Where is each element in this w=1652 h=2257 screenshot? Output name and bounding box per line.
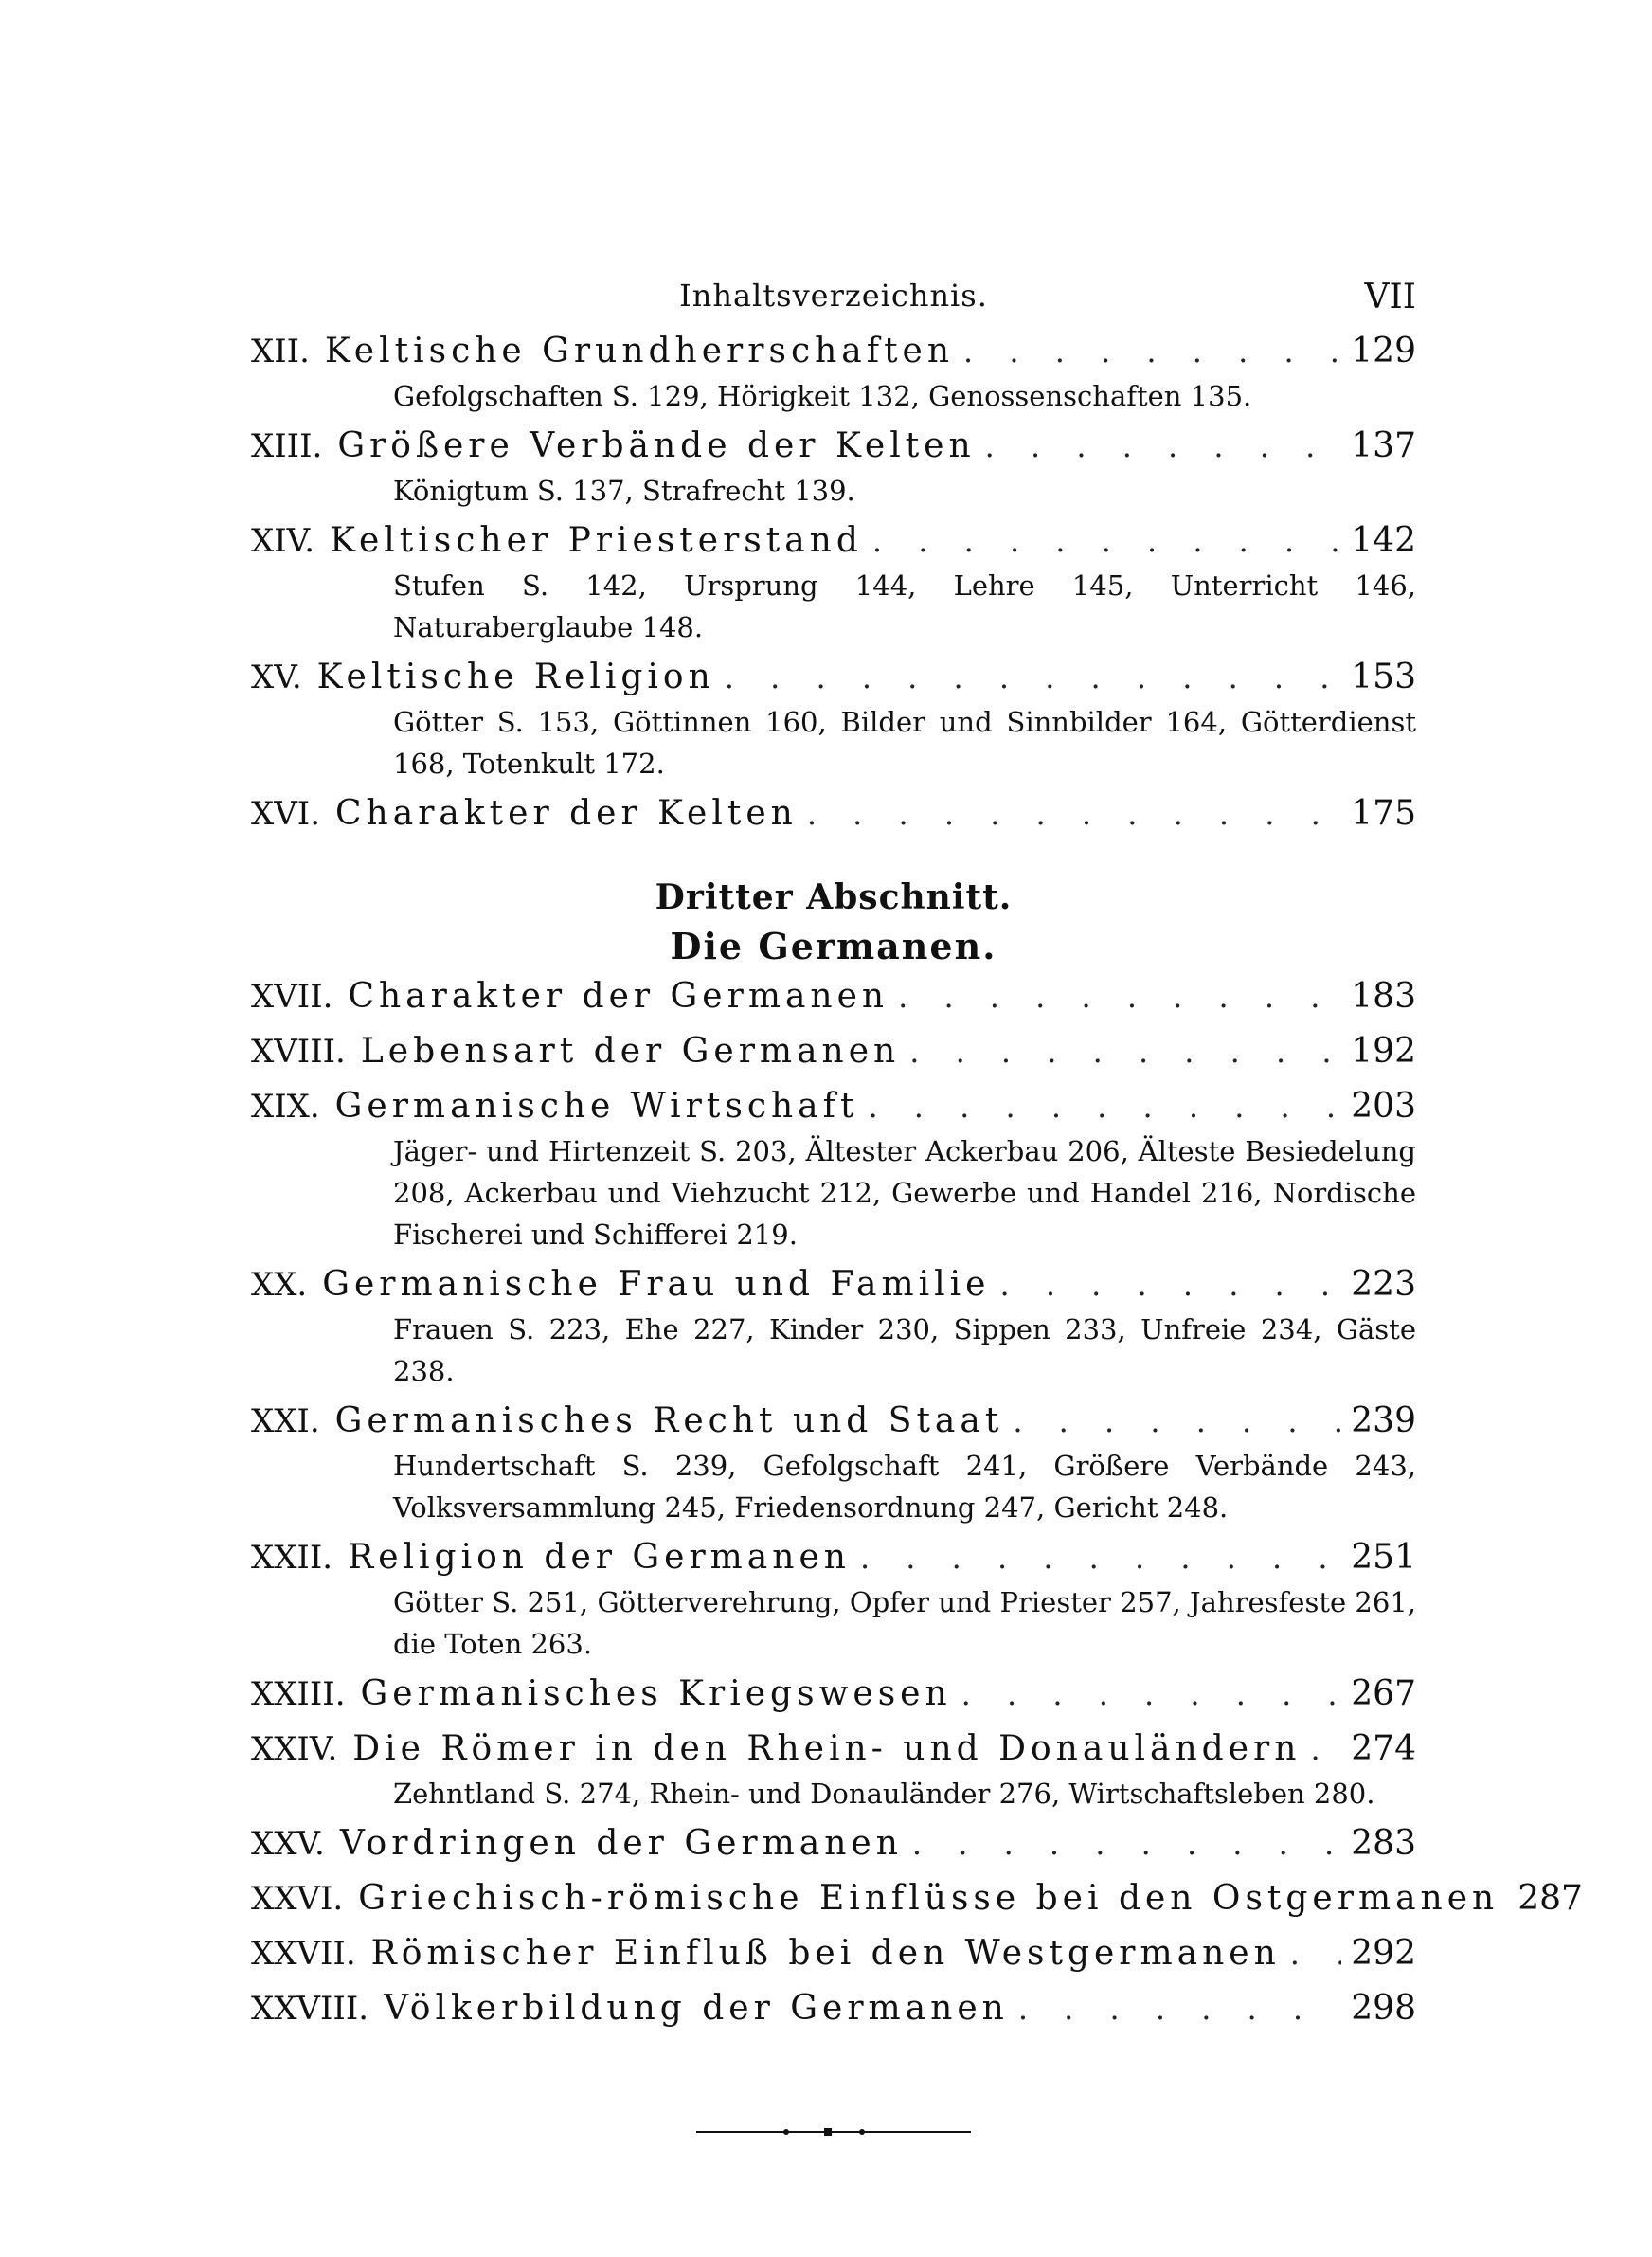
chapter-page: 137 [1351, 426, 1416, 465]
toc-entry [251, 1729, 1416, 1775]
chapter-number: XVIII. [251, 1033, 346, 1071]
chapter-page: 129 [1351, 332, 1416, 370]
toc-entry [251, 1824, 1416, 1869]
dot-leader [872, 523, 1341, 559]
dot-leader [1310, 1731, 1341, 1767]
toc-list-top [251, 332, 1416, 840]
dot-leader [898, 979, 1341, 1015]
chapter-page: 274 [1351, 1729, 1416, 1768]
chapter-number: XX. [251, 1266, 308, 1304]
toc-entry [251, 1989, 1416, 2034]
ornament-rule [696, 2125, 971, 2139]
chapter-page: 267 [1351, 1674, 1416, 1713]
chapter-number: XVII. [251, 978, 333, 1016]
chapter-title: Griechisch-römische Einflüsse bei den Ostgermanen [358, 1879, 1499, 1918]
chapter-number: XV. [251, 659, 302, 696]
toc-list-bottom [251, 977, 1583, 2034]
chapter-page: 142 [1351, 521, 1416, 560]
toc-entry [251, 332, 1416, 377]
dot-leader [909, 1034, 1341, 1070]
dot-leader [985, 428, 1342, 464]
dot-leader [999, 1267, 1341, 1303]
chapter-page: 175 [1351, 794, 1416, 833]
chapter-page: 223 [1351, 1265, 1416, 1304]
dot-leader [860, 1540, 1341, 1576]
toc-entry [251, 1265, 1416, 1310]
chapter-number: XXII. [251, 1539, 333, 1577]
chapter-page: 192 [1351, 1032, 1416, 1071]
chapter-page: 239 [1351, 1401, 1416, 1440]
toc-entry [251, 1401, 1416, 1447]
table-of-contents [251, 322, 1583, 2034]
chapter-number: XXIV. [251, 1730, 338, 1768]
chapter-number: XXVI. [251, 1880, 344, 1918]
chapter-number: XXVIII. [251, 1990, 369, 2028]
chapter-number: XIV. [251, 522, 315, 560]
chapter-page: 292 [1351, 1934, 1416, 1973]
chapter-title: Römischer Einfluß bei den Westgermanen [370, 1934, 1281, 1973]
chapter-title: Germanische Wirtschaft [334, 1087, 859, 1126]
chapter-subtopics: Stufen S. 142, Ursprung 144, Lehre 145, Unterricht 146, Naturaberglaube 148. [393, 569, 1416, 643]
chapter-title: Lebensart der Germanen [360, 1032, 901, 1071]
chapter-number: XXIII. [251, 1675, 346, 1713]
toc-entry [251, 1538, 1416, 1583]
chapter-number: XII. [251, 333, 310, 370]
chapter-subtopics: Götter S. 153, Göttinnen 160, Bilder und Sinnbilder 164, Götterdienst 168, Totenkult 172. [393, 706, 1416, 780]
dot-leader [807, 796, 1341, 832]
chapter-title: Keltische Grundherrschaften [324, 332, 955, 370]
chapter-page: 283 [1351, 1824, 1416, 1863]
dot-leader [1290, 1936, 1342, 1972]
dot-leader [961, 1676, 1342, 1712]
chapter-subtopics: Hundertschaft S. 239, Gefolgschaft 241, Größere Verbände 243, Volksversammlung 245, Friedensordnung 247, Gericht 248. [393, 1450, 1416, 1524]
chapter-title: Germanische Frau und Familie [322, 1265, 991, 1304]
chapter-title: Keltischer Priesterstand [330, 521, 863, 560]
toc-entry [251, 521, 1416, 567]
toc-entry [251, 1087, 1416, 1132]
dot-leader [725, 659, 1342, 695]
chapter-subtopics: Zehntland S. 274, Rhein- und Donauländer 276, Wirtschaftsleben 280. [393, 1778, 1375, 1810]
toc-entry [251, 977, 1416, 1022]
toc-entry [251, 658, 1416, 703]
running-header [251, 278, 1416, 325]
section-header [251, 877, 1416, 967]
chapter-number: XIII. [251, 427, 323, 465]
chapter-title: Keltische Religion [316, 658, 715, 696]
chapter-title: Vordringen der Germanen [339, 1824, 903, 1863]
chapter-title: Größere Verbände der Kelten [337, 426, 976, 465]
chapter-title: Charakter der Germanen [348, 977, 889, 1016]
chapter-number: XXVII. [251, 1935, 356, 1973]
section-heading: Dritter Abschnitt. [655, 877, 1013, 917]
dot-leader [1018, 1991, 1341, 2027]
chapter-subtopics: Götter S. 251, Götterverehrung, Opfer und Priester 257, Jahresfeste 261, die Toten 263. [393, 1586, 1416, 1660]
chapter-subtopics: Gefolgschaften S. 129, Hörigkeit 132, Genossenschaften 135. [393, 380, 1252, 412]
chapter-page: 287 [1517, 1879, 1583, 1918]
chapter-subtopics: Jäger- und Hirtenzeit S. 203, Ältester Ackerbau 206, Älteste Besiedelung 208, Ackerbau und Viehzucht 212, Gewerbe und Handel 216, Nordische Fischerei und Schifferei 219. [393, 1135, 1416, 1251]
chapter-page: 183 [1351, 977, 1416, 1016]
chapter-number: XXI. [251, 1402, 320, 1440]
chapter-title: Germanisches Kriegswesen [360, 1674, 952, 1713]
chapter-title: Die Römer in den Rhein- und Donauländern [352, 1729, 1302, 1768]
page-number: VII [1364, 278, 1416, 316]
chapter-title: Charakter der Kelten [335, 794, 798, 833]
chapter-number: XIX. [251, 1088, 320, 1126]
chapter-page: 251 [1351, 1538, 1416, 1577]
toc-entry [251, 1032, 1416, 1077]
toc-entry [251, 426, 1416, 472]
dot-leader [868, 1089, 1341, 1125]
chapter-number: XVI. [251, 795, 320, 833]
chapter-page: 153 [1351, 658, 1416, 696]
toc-entry [251, 1934, 1416, 1979]
dot-leader [1013, 1403, 1341, 1439]
dot-leader [912, 1826, 1341, 1862]
chapter-page: 298 [1351, 1989, 1416, 2028]
toc-entry [251, 1674, 1416, 1720]
chapter-title: Religion der Germanen [348, 1538, 851, 1577]
chapter-title: Germanisches Recht und Staat [334, 1401, 1004, 1440]
toc-entry [251, 794, 1416, 840]
chapter-subtopics: Frauen S. 223, Ehe 227, Kinder 230, Sippen 233, Unfreie 234, Gäste 238. [393, 1313, 1416, 1387]
dot-leader [963, 334, 1341, 370]
chapter-title: Völkerbildung der Germanen [384, 1989, 1009, 2028]
running-title: Inhaltsverzeichnis. [679, 278, 988, 314]
toc-entry [251, 1879, 1583, 1924]
section-subheading: Die Germanen. [670, 925, 997, 967]
chapter-subtopics: Königtum S. 137, Strafrecht 139. [393, 475, 855, 507]
chapter-number: XXV. [251, 1825, 325, 1863]
chapter-page: 203 [1351, 1087, 1416, 1126]
